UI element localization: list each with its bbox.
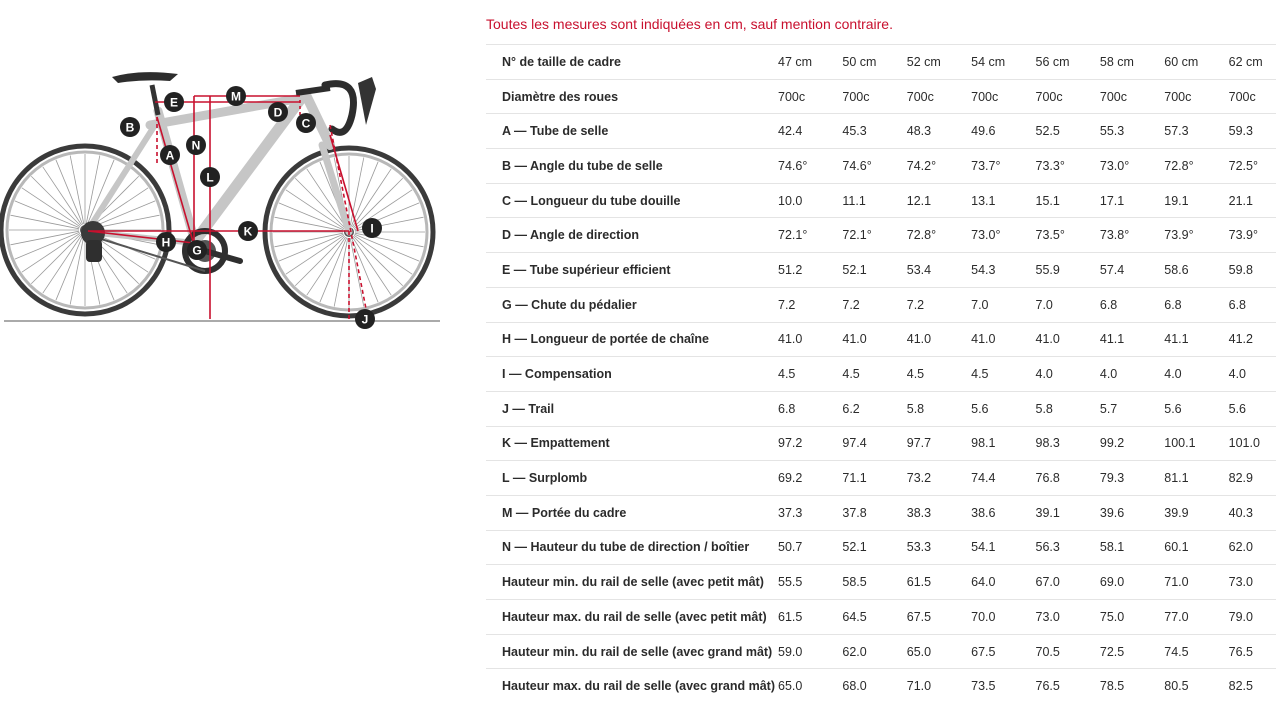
table-row [486, 426, 1276, 461]
table-cell: 62 cm [1228, 54, 1263, 69]
table-cell: 73.8° [1099, 228, 1130, 243]
row-label: K — Empattement [502, 436, 610, 451]
table-cell: 4.5 [778, 367, 796, 382]
table-cell: 39.1 [1035, 505, 1060, 520]
table-cell: 700c [1035, 89, 1063, 104]
table-cell: 73.7° [971, 158, 1001, 173]
table-cell: 73.2 [906, 471, 932, 486]
table-cell: 100.1 [1164, 436, 1196, 451]
table-cell: 19.1 [1164, 193, 1189, 208]
table-cell: 97.4 [842, 436, 867, 451]
table-cell: 48.3 [906, 124, 932, 139]
row-label: E — Tube supérieur efficient [502, 262, 671, 277]
table-cell: 50.7 [778, 540, 803, 555]
table-cell: 74.6° [778, 158, 808, 173]
table-row [486, 79, 1276, 114]
table-cell: 700c [778, 89, 806, 104]
table-cell: 38.3 [906, 505, 932, 520]
table-cell: 72.1° [778, 228, 808, 243]
table-cell: 74.4 [971, 471, 996, 486]
table-cell: 73.9° [1164, 228, 1194, 243]
table-cell: 7.2 [842, 297, 860, 312]
stem [296, 88, 330, 93]
row-label: A — Tube de selle [502, 124, 609, 139]
row-label: N — Hauteur du tube de direction / boîtier [502, 540, 750, 555]
table-cell: 37.3 [778, 505, 803, 520]
table-cell: 39.9 [1164, 505, 1189, 520]
table-cell: 700c [971, 89, 999, 104]
table-cell: 41.0 [906, 332, 932, 347]
table-cell: 75.0 [1099, 609, 1125, 624]
table-cell: 55.5 [778, 575, 803, 590]
table-cell: 72.1° [842, 228, 872, 243]
table-cell: 700c [842, 89, 870, 104]
row-label: L — Surplomb [502, 471, 588, 486]
row-label: C — Longueur du tube douille [502, 193, 681, 208]
row-label: I — Compensation [502, 367, 612, 382]
row-label: D — Angle de direction [502, 228, 640, 243]
table-cell: 41.1 [1164, 332, 1189, 347]
marker-e [164, 92, 184, 112]
table-cell: 10.0 [778, 193, 803, 208]
table-row [486, 357, 1276, 392]
svg-text:K: K [243, 224, 253, 239]
table-cell: 38.6 [971, 505, 996, 520]
table-cell: 73.5 [971, 679, 996, 694]
marker-a [160, 145, 180, 165]
table-cell: 99.2 [1099, 436, 1125, 451]
table-row [486, 565, 1276, 600]
units-note: Toutes les mesures sont indiquées en cm, sauf mention contraire. [486, 16, 893, 32]
marker-m [226, 86, 246, 106]
table-cell: 7.0 [1035, 297, 1053, 312]
table-cell: 72.5 [1099, 644, 1125, 659]
table-cell: 54.3 [971, 262, 996, 277]
table-cell: 6.8 [1099, 297, 1118, 312]
svg-text:L: L [206, 170, 214, 185]
table-cell: 700c [1228, 89, 1256, 104]
row-label: Hauteur max. du rail de selle (avec petit mât) [502, 609, 767, 624]
table-cell: 80.5 [1164, 679, 1189, 694]
seat-post [152, 85, 158, 115]
table-cell: 47 cm [778, 54, 813, 69]
table-cell: 76.5 [1228, 644, 1253, 659]
svg-text:M: M [231, 89, 241, 104]
table-cell: 41.0 [971, 332, 996, 347]
table-cell: 52 cm [906, 54, 941, 69]
table-cell: 21.1 [1228, 193, 1253, 208]
table-cell: 58.1 [1099, 540, 1125, 555]
table-cell: 41.0 [778, 332, 803, 347]
table-cell: 73.0° [1099, 158, 1130, 173]
table-cell: 61.5 [906, 575, 932, 590]
svg-text:J: J [361, 312, 369, 327]
table-cell: 82.9 [1228, 471, 1253, 486]
table-cell: 53.4 [906, 262, 932, 277]
table-cell: 61.5 [778, 609, 803, 624]
table-cell: 70.5 [1035, 644, 1060, 659]
table-cell: 56 cm [1035, 54, 1070, 69]
table-cell: 73.5° [1035, 228, 1065, 243]
table-cell: 4.5 [906, 367, 925, 382]
row-label: G — Chute du pédalier [502, 297, 637, 312]
table-cell: 76.8 [1035, 471, 1060, 486]
table-cell: 71.1 [842, 471, 867, 486]
table-cell: 98.1 [971, 436, 996, 451]
table-row [486, 287, 1276, 322]
table-cell: 70.0 [971, 609, 996, 624]
table-cell: 58 cm [1099, 54, 1134, 69]
table-cell: 52.1 [842, 540, 867, 555]
svg-text:I: I [370, 221, 374, 236]
table-cell: 6.2 [842, 401, 860, 416]
table-cell: 12.1 [906, 193, 932, 208]
svg-text:E: E [169, 95, 179, 110]
table-cell: 45.3 [842, 124, 867, 139]
row-label: H — Longueur de portée de chaîne [502, 332, 709, 347]
table-cell: 52.5 [1035, 124, 1060, 139]
table-cell: 60 cm [1164, 54, 1199, 69]
svg-text:G: G [192, 243, 202, 258]
table-cell: 77.0 [1164, 609, 1189, 624]
table-cell: 72.8° [906, 228, 937, 243]
table-cell: 71.0 [906, 679, 932, 694]
table-cell: 4.5 [842, 367, 860, 382]
brake-lever [358, 77, 376, 125]
marker-h [156, 232, 176, 252]
table-cell: 700c [1164, 89, 1192, 104]
table-cell: 67.0 [1035, 575, 1060, 590]
table-cell: 4.5 [971, 367, 989, 382]
table-row [486, 114, 1276, 149]
table-cell: 65.0 [906, 644, 932, 659]
table-cell: 41.0 [1035, 332, 1060, 347]
table-cell: 4.0 [1164, 367, 1182, 382]
table-cell: 73.0 [1035, 609, 1060, 624]
table-cell: 7.0 [971, 297, 989, 312]
table-cell: 53.3 [906, 540, 932, 555]
marker-l [200, 167, 220, 187]
table-cell: 56.3 [1035, 540, 1060, 555]
table-cell: 67.5 [971, 644, 996, 659]
table-cell: 74.2° [906, 158, 937, 173]
table-cell: 11.1 [842, 193, 866, 208]
table-cell: 41.1 [1099, 332, 1125, 347]
table-cell: 101.0 [1228, 436, 1260, 451]
table-cell: 71.0 [1164, 575, 1189, 590]
table-cell: 81.1 [1164, 471, 1189, 486]
table-cell: 6.8 [1164, 297, 1182, 312]
svg-text:C: C [301, 116, 311, 131]
table-cell: 59.3 [1228, 124, 1253, 139]
table-row [486, 600, 1276, 635]
table-cell: 59.8 [1228, 262, 1253, 277]
table-cell: 62.0 [842, 644, 867, 659]
table-row [486, 634, 1276, 669]
table-cell: 13.1 [971, 193, 996, 208]
geometry-table [486, 44, 1276, 701]
table-cell: 6.8 [778, 401, 796, 416]
marker-i [362, 218, 382, 238]
table-cell: 97.2 [778, 436, 803, 451]
table-cell: 67.5 [906, 609, 932, 624]
table-cell: 51.2 [778, 262, 803, 277]
table-cell: 5.7 [1099, 401, 1118, 416]
table-cell: 97.7 [906, 436, 932, 451]
table-cell: 39.6 [1099, 505, 1125, 520]
table-cell: 72.5° [1228, 158, 1258, 173]
table-cell: 4.0 [1035, 367, 1053, 382]
table-cell: 54.1 [971, 540, 996, 555]
table-cell: 700c [1099, 89, 1127, 104]
table-cell: 55.3 [1099, 124, 1125, 139]
table-cell: 6.8 [1228, 297, 1247, 312]
table-cell: 49.6 [971, 124, 996, 139]
table-cell: 74.6° [842, 158, 872, 173]
bike-geometry-diagram [0, 55, 445, 345]
table-cell: 4.0 [1228, 367, 1247, 382]
row-label: M — Portée du cadre [502, 505, 627, 520]
marker-n [186, 135, 206, 155]
row-label: J — Trail [502, 401, 555, 416]
table-cell: 72.8° [1164, 158, 1194, 173]
table-cell: 73.9° [1228, 228, 1258, 243]
table-cell: 82.5 [1228, 679, 1253, 694]
row-label: Hauteur min. du rail de selle (avec petit mât) [502, 575, 764, 590]
table-cell: 40.3 [1228, 505, 1253, 520]
table-cell: 69.0 [1099, 575, 1125, 590]
table-cell: 74.5 [1164, 644, 1189, 659]
table-cell: 65.0 [778, 679, 803, 694]
marker-j [355, 309, 375, 329]
row-label: Hauteur max. du rail de selle (avec grand mât) [502, 679, 776, 694]
table-row [486, 183, 1276, 218]
svg-text:A: A [165, 148, 175, 163]
marker-c [296, 113, 316, 133]
saddle [112, 72, 178, 83]
table-row [486, 669, 1276, 701]
table-cell: 73.3° [1035, 158, 1065, 173]
table-cell: 5.6 [971, 401, 989, 416]
marker-g [187, 240, 207, 260]
table-cell: 41.0 [842, 332, 867, 347]
table-cell: 7.2 [778, 297, 796, 312]
table-cell: 7.2 [906, 297, 925, 312]
table-cell: 5.8 [906, 401, 925, 416]
table-row [486, 218, 1276, 253]
table-cell: 5.6 [1164, 401, 1182, 416]
table-cell: 73.0° [971, 228, 1001, 243]
table-row [486, 149, 1276, 184]
table-cell: 64.0 [971, 575, 996, 590]
table-cell: 73.0 [1228, 575, 1253, 590]
table-cell: 62.0 [1228, 540, 1253, 555]
table-cell: 60.1 [1164, 540, 1189, 555]
table-cell: 55.9 [1035, 262, 1060, 277]
table-cell: 54 cm [971, 54, 1006, 69]
table-cell: 68.0 [842, 679, 867, 694]
table-row [486, 45, 1276, 80]
table-row [486, 495, 1276, 530]
table-cell: 79.0 [1228, 609, 1253, 624]
table-cell: 59.0 [778, 644, 803, 659]
table-row [486, 391, 1276, 426]
table-cell: 57.3 [1164, 124, 1189, 139]
table-cell: 52.1 [842, 262, 867, 277]
table-cell: 700c [906, 89, 934, 104]
row-label: Hauteur min. du rail de selle (avec grand mât) [502, 644, 773, 659]
marker-k [238, 221, 258, 241]
table-cell: 4.0 [1099, 367, 1118, 382]
table-cell: 79.3 [1099, 471, 1125, 486]
table-cell: 42.4 [778, 124, 803, 139]
table-cell: 50 cm [842, 54, 877, 69]
svg-text:N: N [191, 138, 201, 153]
table-cell: 76.5 [1035, 679, 1060, 694]
table-row [486, 530, 1276, 565]
table-cell: 5.8 [1035, 401, 1053, 416]
table-cell: 17.1 [1099, 193, 1125, 208]
row-label: B — Angle du tube de selle [502, 158, 663, 173]
table-cell: 5.6 [1228, 401, 1247, 416]
table-row [486, 253, 1276, 288]
table-cell: 58.6 [1164, 262, 1189, 277]
row-label: N° de taille de cadre [502, 54, 621, 69]
svg-text:D: D [273, 105, 283, 120]
svg-text:H: H [161, 235, 171, 250]
marker-b [120, 117, 140, 137]
table-cell: 41.2 [1228, 332, 1253, 347]
table-cell: 37.8 [842, 505, 867, 520]
table-cell: 64.5 [842, 609, 867, 624]
table-row [486, 461, 1276, 496]
table-cell: 57.4 [1099, 262, 1125, 277]
table-cell: 58.5 [842, 575, 867, 590]
row-label: Diamètre des roues [502, 89, 619, 104]
svg-text:B: B [125, 120, 135, 135]
table-cell: 15.1 [1035, 193, 1060, 208]
table-cell: 98.3 [1035, 436, 1060, 451]
table-cell: 69.2 [778, 471, 803, 486]
table-cell: 78.5 [1099, 679, 1125, 694]
marker-d [268, 102, 288, 122]
table-row [486, 322, 1276, 357]
